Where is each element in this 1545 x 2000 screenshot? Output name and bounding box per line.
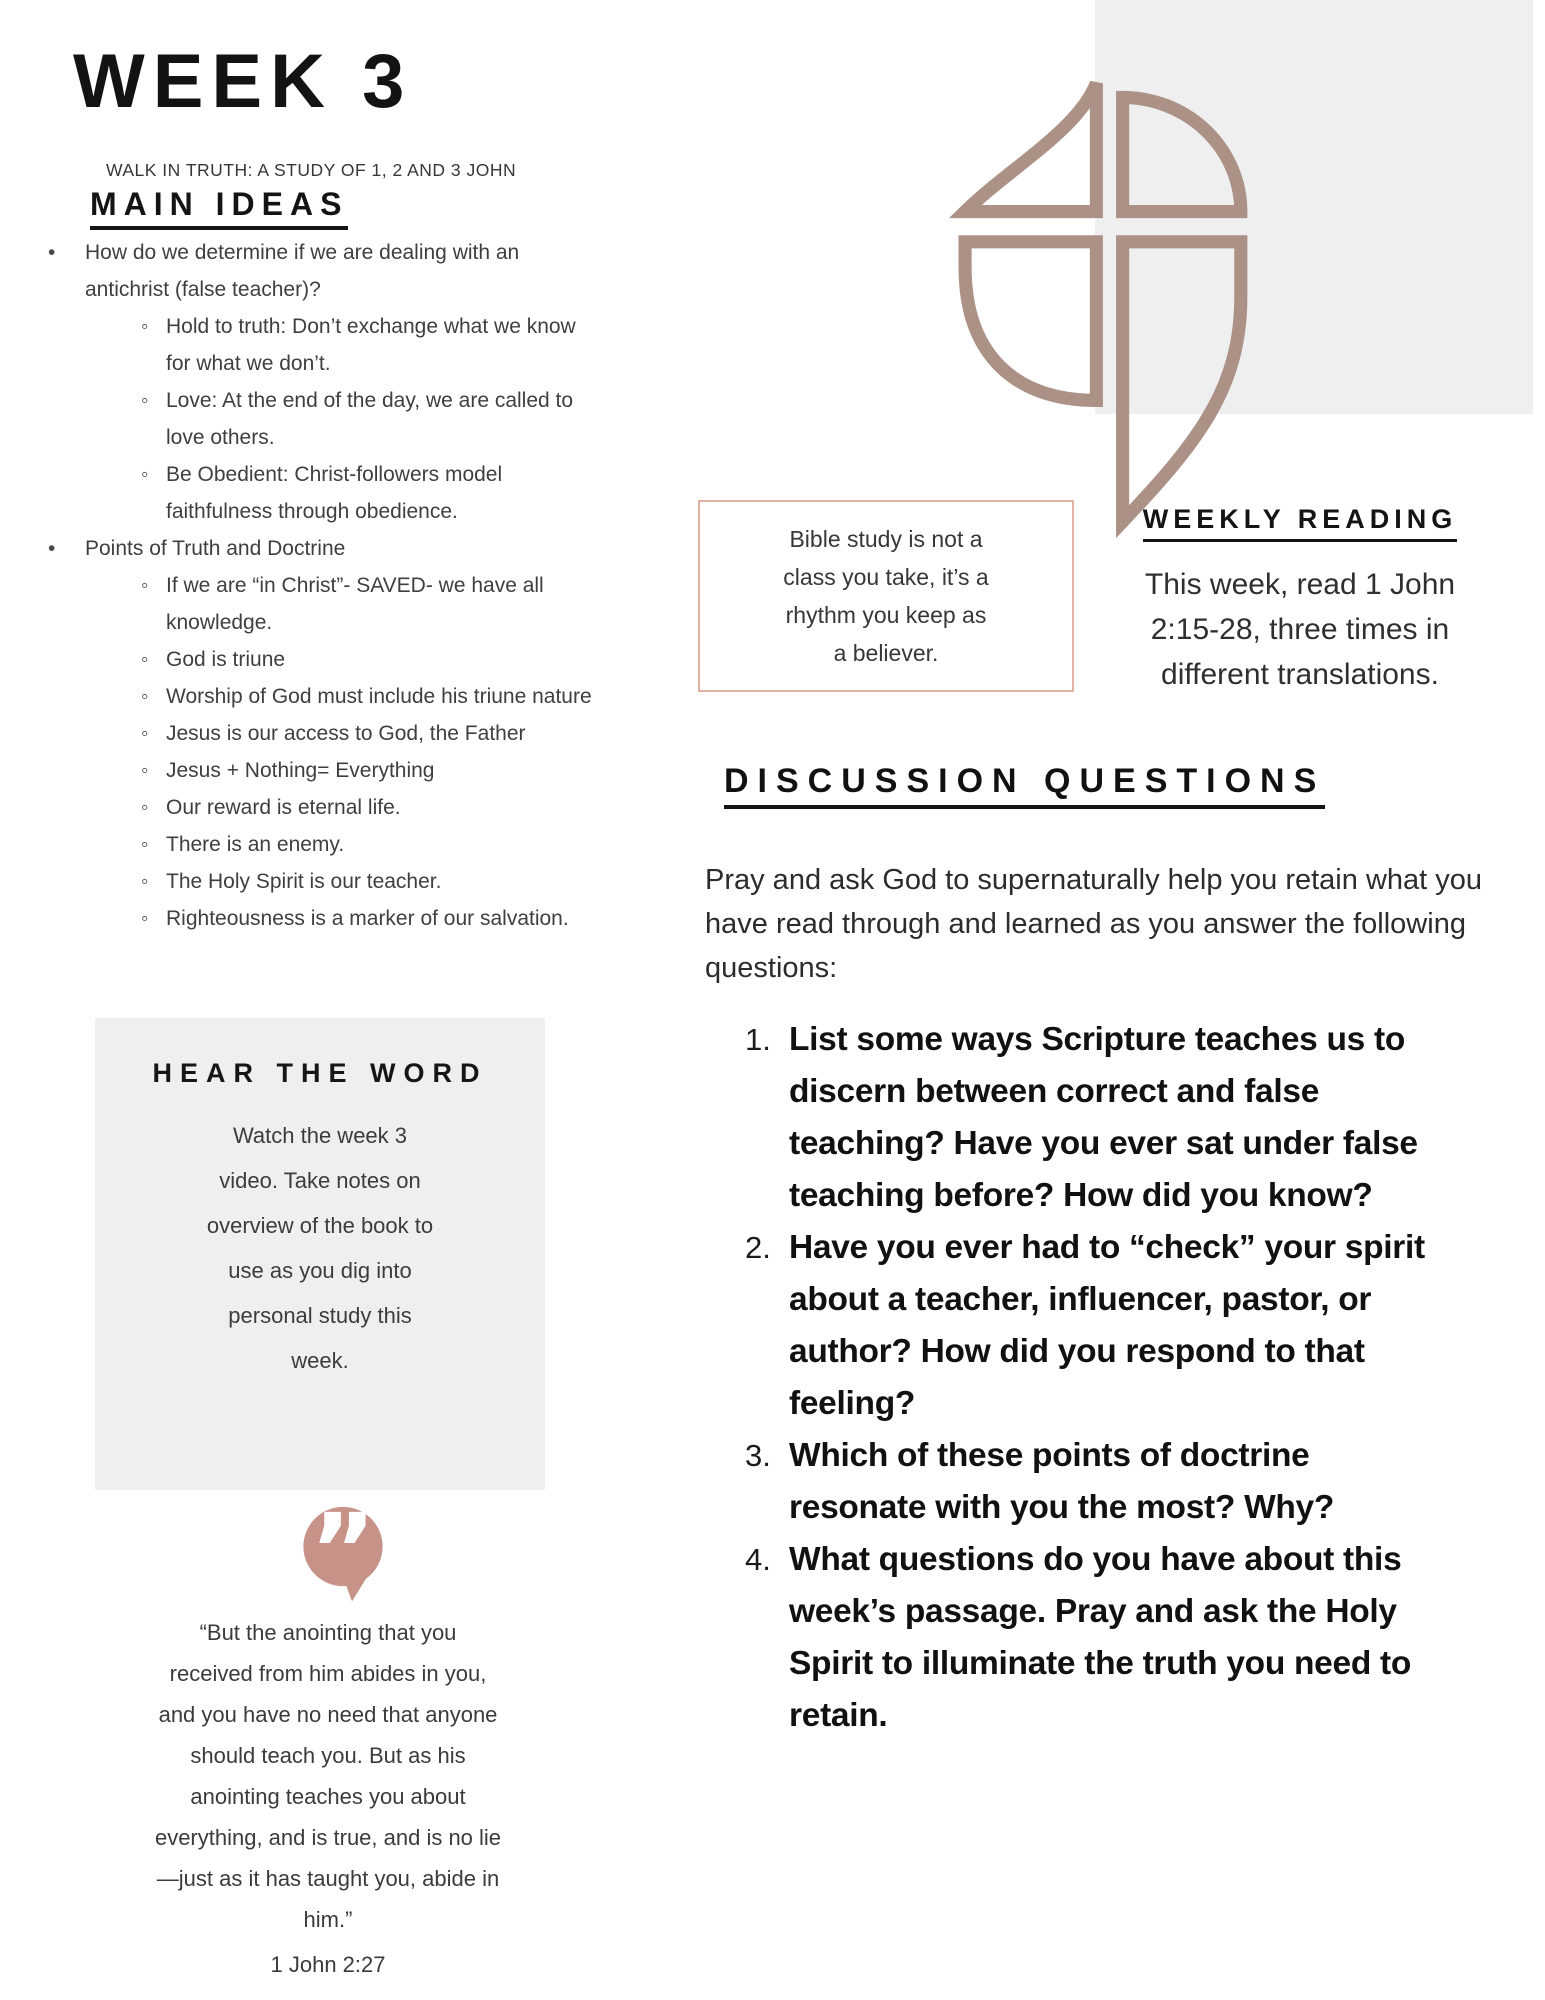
list-item	[143, 382, 602, 456]
hear-the-word-body: Watch the week 3 video. Take notes on overview of the book to use as you dig into personal study this week.	[206, 1123, 434, 1373]
question-number: 3.	[745, 1438, 771, 1473]
question-text: Have you ever had to “check” your spirit about a teacher, influencer, pastor, or author? How did you respond to that feeling?	[789, 1229, 1425, 1422]
list-item-text: If we are “in Christ”- SAVED- we have all knowledge.	[166, 574, 544, 634]
list-item-text: Worship of God must include his triune nature	[166, 685, 592, 708]
list-item	[143, 863, 602, 900]
quote-marks-glyph: ”	[310, 1508, 376, 1570]
hear-the-word-panel	[95, 1018, 545, 1490]
discussion-questions-list	[745, 1014, 1434, 1742]
cross-rounded-quadrant	[965, 242, 1096, 401]
hear-the-word-heading: HEAR THE WORD	[152, 1058, 488, 1088]
question-number: 2.	[745, 1230, 771, 1265]
quote-citation: 1 John 2:27	[270, 1952, 386, 1977]
list-item	[143, 456, 602, 530]
list-item-text: The Holy Spirit is our teacher.	[166, 870, 442, 893]
list-item	[143, 715, 602, 752]
discussion-questions-heading: DISCUSSION QUESTIONS	[724, 762, 1325, 809]
list-item	[143, 752, 602, 789]
quote-speech-bubble-icon	[298, 1504, 388, 1616]
list-item	[143, 900, 602, 937]
main-ideas-heading: MAIN IDEAS	[90, 186, 348, 230]
main-ideas-list	[48, 234, 592, 937]
question-number: 4.	[745, 1542, 771, 1577]
cross-flame-quadrant	[965, 83, 1096, 211]
question-text: List some ways Scripture teaches us to discern between correct and false teaching? Have you ever sat under false teaching before? How did you know?	[789, 1021, 1418, 1214]
list-item-text: God is triune	[166, 648, 286, 671]
callout-text: Bible study is not a class you take, it’s a rhythm you keep as a believer.	[783, 526, 989, 666]
cross-leaf-tail-quadrant	[1123, 242, 1241, 522]
main-ideas-sublist	[143, 567, 592, 937]
list-item-text: Hold to truth: Don’t exchange what we know for what we don’t.	[166, 315, 576, 375]
question-item	[745, 1430, 1434, 1534]
page-title: WEEK 3	[73, 39, 413, 124]
list-item-text: There is an enemy.	[166, 833, 345, 856]
list-item	[143, 567, 602, 641]
question-text: Which of these points of doctrine resonate with you the most? Why?	[789, 1437, 1335, 1526]
list-item	[143, 641, 602, 678]
list-item	[48, 234, 576, 530]
weekly-reading-heading: WEEKLY READING	[1090, 504, 1510, 542]
question-item	[745, 1222, 1434, 1430]
list-item	[143, 678, 602, 715]
discussion-intro: Pray and ask God to supernaturally help you retain what you have read through and learned as you answer the following questions:	[705, 864, 1483, 984]
list-item-text: Be Obedient: Christ-followers model faithfulness through obedience.	[166, 463, 503, 523]
list-item	[143, 308, 602, 382]
cross-quarter-disc-quadrant	[1123, 97, 1241, 211]
list-item-text: Jesus is our access to God, the Father	[166, 722, 526, 745]
list-item-text: Jesus + Nothing= Everything	[166, 759, 435, 782]
quote-bubble-tail	[345, 1578, 367, 1601]
list-item-text: Points of Truth and Doctrine	[85, 537, 346, 560]
list-item-text: Righteousness is a marker of our salvation.	[166, 907, 569, 930]
question-item	[745, 1014, 1434, 1222]
page-subtitle: WALK IN TRUTH: A STUDY OF 1, 2 AND 3 JOHN	[106, 160, 517, 180]
list-item-text: How do we determine if we are dealing with an antichrist (false teacher)?	[85, 241, 520, 301]
question-item	[745, 1534, 1434, 1742]
list-item	[48, 530, 592, 937]
callout-box	[698, 500, 1074, 692]
main-ideas-sublist	[143, 308, 576, 530]
list-item	[143, 789, 602, 826]
question-number: 1.	[745, 1022, 771, 1057]
list-item-text: Love: At the end of the day, we are called to love others.	[166, 389, 574, 449]
list-item	[143, 826, 602, 863]
list-item-text: Our reward is eternal life.	[166, 796, 401, 819]
question-text: What questions do you have about this week’s passage. Pray and ask the Holy Spirit to illuminate the truth you need to retain.	[789, 1541, 1412, 1734]
church-cross-logo	[942, 55, 1277, 560]
scripture-quote: “But the anointing that you received from him abides in you, and you have no need that anyone should teach you. But as his anointing teaches you about everything, and is true, and is no lie —just as it has taught you, abide in him.” 1 John 2:27	[78, 1612, 578, 1985]
weekly-reading-body: This week, read 1 John 2:15-28, three times in different translations.	[1144, 568, 1456, 691]
